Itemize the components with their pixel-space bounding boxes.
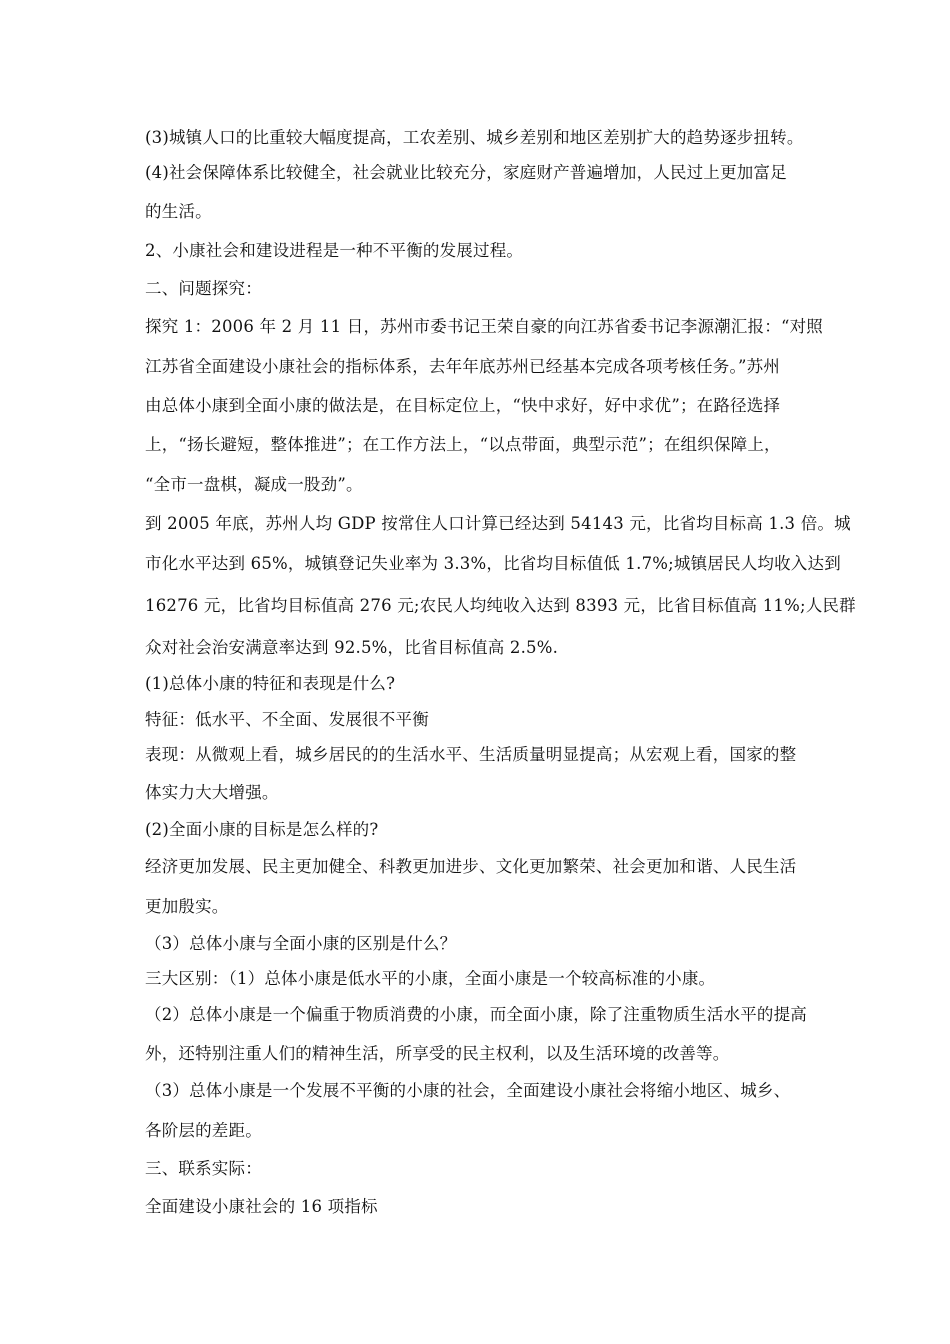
text-line: 由总体小康到全面小康的做法是，在目标定位上，“快中求好，好中求优”；在路径选择 xyxy=(145,396,781,415)
question-line: (2)全面小康的目标是怎么样的? xyxy=(145,820,379,839)
text-line: 体实力大大增强。 xyxy=(145,783,279,802)
text-line: 各阶层的差距。 xyxy=(145,1121,262,1140)
text-line: 表现：从微观上看，城乡居民的的生活水平、生活质量明显提高；从宏观上看，国家的整 xyxy=(145,745,797,764)
text-line: (3)城镇人口的比重较大幅度提高，工农差别、城乡差别和地区差别扩大的趋势逐步扭转。 xyxy=(145,128,804,147)
text-line: 的生活。 xyxy=(145,202,212,221)
question-line: (1)总体小康的特征和表现是什么? xyxy=(145,674,396,693)
section-heading: 三、联系实际： xyxy=(145,1159,262,1178)
question-line: （3）总体小康与全面小康的区别是什么？ xyxy=(145,934,457,953)
text-line: “全市一盘棋，凝成一股劲”。 xyxy=(145,475,363,494)
text-line: 更加殷实。 xyxy=(145,897,229,916)
text-line: 特征：低水平、不全面、发展很不平衡 xyxy=(145,710,429,729)
text-line: 2、小康社会和建设进程是一种不平衡的发展过程。 xyxy=(145,241,524,260)
text-line: 探究 1：2006 年 2 月 11 日，苏州市委书记王荣自豪的向江苏省委书记李源潮汇报：“对照 xyxy=(145,317,823,336)
text-line: 全面建设小康社会的 16 项指标 xyxy=(145,1197,378,1216)
section-heading: 二、问题探究： xyxy=(145,279,262,298)
text-line: 市化水平达到 65%，城镇登记失业率为 3.3%，比省均目标值低 1.7%;城镇居民人均收入达到 xyxy=(145,554,841,573)
text-line: 到 2005 年底，苏州人均 GDP 按常住人口计算已经达到 54143 元，比省均目标高 1.3 倍。城 xyxy=(145,514,851,533)
text-line: 江苏省全面建设小康社会的指标体系，去年年底苏州已经基本完成各项考核任务。”苏州 xyxy=(145,357,780,376)
text-line: 众对社会治安满意率达到 92.5%，比省目标值高 2.5%. xyxy=(145,638,559,657)
text-line: （2）总体小康是一个偏重于物质消费的小康，而全面小康，除了注重物质生活水平的提高 xyxy=(145,1005,807,1024)
text-line: （3）总体小康是一个发展不平衡的小康的社会，全面建设小康社会将缩小地区、城乡、 xyxy=(145,1081,791,1100)
text-line: 经济更加发展、民主更加健全、科教更加进步、文化更加繁荣、社会更加和谐、人民生活 xyxy=(145,857,797,876)
text-line: 16276 元，比省均目标值高 276 元;农民人均纯收入达到 8393 元，比省目标值高 11%;人民群 xyxy=(145,596,856,615)
text-line: (4)社会保障体系比较健全，社会就业比较充分，家庭财产普遍增加，人民过上更加富足 xyxy=(145,163,787,182)
text-line: 外，还特别注重人们的精神生活，所享受的民主权利，以及生活环境的改善等。 xyxy=(145,1044,730,1063)
text-line: 上，“扬长避短，整体推进”；在工作方法上，“以点带面，典型示范”；在组织保障上， xyxy=(145,435,781,454)
text-line: 三大区别：（1）总体小康是低水平的小康，全面小康是一个较高标准的小康。 xyxy=(145,969,716,988)
